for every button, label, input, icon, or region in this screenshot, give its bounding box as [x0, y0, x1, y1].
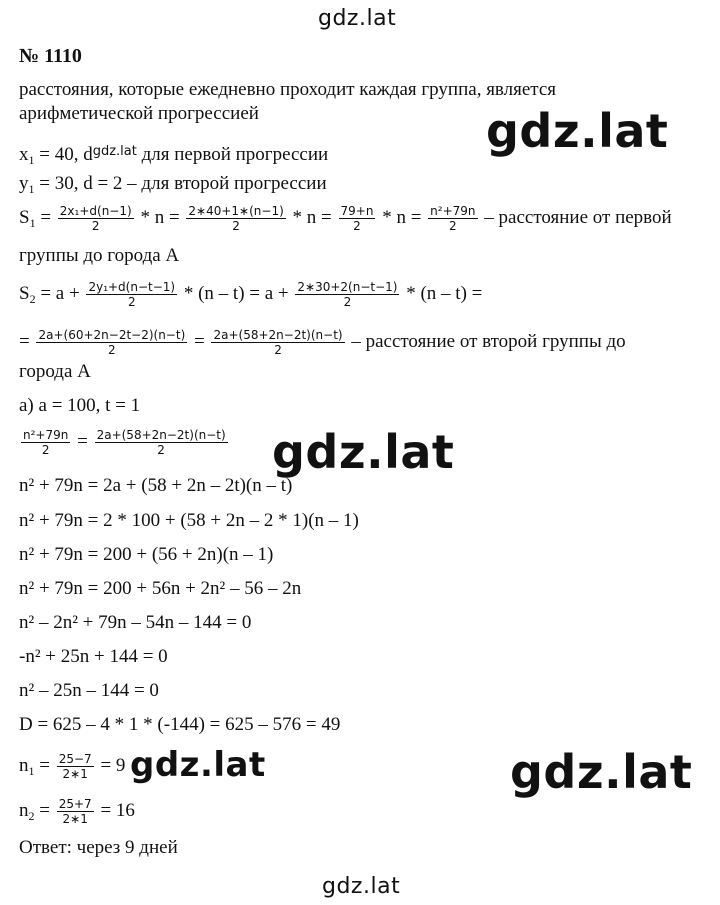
- s1-formula: $S_1$ = $\frac{\text{2x₁+d(n−1)}}{2}$ * n = $\frac{2∗40+1∗(n-1)}{2}$ * n = $\frac{79+n}{2}$ * n = $\frac{\text{n²+79n}}{2}$ – расстояние от первой: [19, 204, 672, 233]
- watermark-big-3: gdz.lat: [130, 745, 266, 785]
- s1-continuation: группы до города А: [19, 245, 180, 266]
- case-a: а) a = 100, t = 1: [19, 395, 141, 416]
- watermark-big-2: gdz.lat: [272, 425, 455, 479]
- root-n2: $n_2$ = $\frac{25+7}{2∗1}$ = 16: [19, 797, 135, 826]
- intro-line-2: арифметической прогрессией: [19, 103, 259, 124]
- watermark-tiny: gdz.lat: [92, 144, 137, 159]
- x1-line: $x_1 = 40$, $d^{gdz.lat}$ для первой прогрессии: [19, 144, 329, 167]
- intro-line-1: расстояния, которые ежедневно проходит каждая группа, является: [19, 79, 557, 100]
- watermark-big-1: gdz.lat: [486, 104, 669, 158]
- answer: Ответ: через 9 дней: [19, 837, 178, 858]
- equation-7: n² – 25n – 144 = 0: [19, 680, 159, 701]
- equation-4: n² + 79n = 200 + 56n + 2n² – 56 – 2n: [19, 578, 302, 599]
- equation-5: n² – 2n² + 79n – 54n – 144 = 0: [19, 612, 252, 633]
- equation-2: n² + 79n = 2 * 100 + (58 + 2n – 2 * 1)(n – 1): [19, 510, 359, 531]
- problem-number: № 1110: [19, 45, 82, 67]
- equation-3: n² + 79n = 200 + (56 + 2n)(n – 1): [19, 544, 274, 565]
- s2-formula: $S_2 = a$ + $\frac{\text{2y₁+d(n−t−1)}}{2}$ * (n – t) = a + $\frac{2∗30+2(n-t-1)}{2}$ * (n – t) =: [19, 280, 483, 309]
- root-n1: $n_1$ = $\frac{25-7}{2∗1}$ = 9: [19, 752, 126, 781]
- watermark-bottom: gdz.lat: [322, 874, 401, 899]
- equation-fractions: $\frac{\text{n²+79n}}{2}$ = $\frac{2a+(58+2n-2t)(n-t)}{2}$: [23, 428, 226, 457]
- watermark-top: gdz.lat: [318, 6, 397, 31]
- equation-6: -n² + 25n + 144 = 0: [19, 646, 168, 667]
- watermark-big-4: gdz.lat: [510, 745, 693, 799]
- s2-formula-line-2: = $\frac{2a+(60+2n-2t-2)(n-t)}{2}$ = $\frac{2a+(58+2n-2t)(n-t)}{2}$ – расстояние от второй группы до: [19, 328, 626, 357]
- equation-1: n² + 79n = 2a + (58 + 2n – 2t)(n – t): [19, 475, 293, 496]
- discriminant: D = 625 – 4 * 1 * (-144) = 625 – 576 = 49: [19, 714, 341, 735]
- s2-continuation: города А: [19, 361, 91, 382]
- y1-line: $y_1 = 30$, d = 2 – для второй прогрессии: [19, 173, 327, 196]
